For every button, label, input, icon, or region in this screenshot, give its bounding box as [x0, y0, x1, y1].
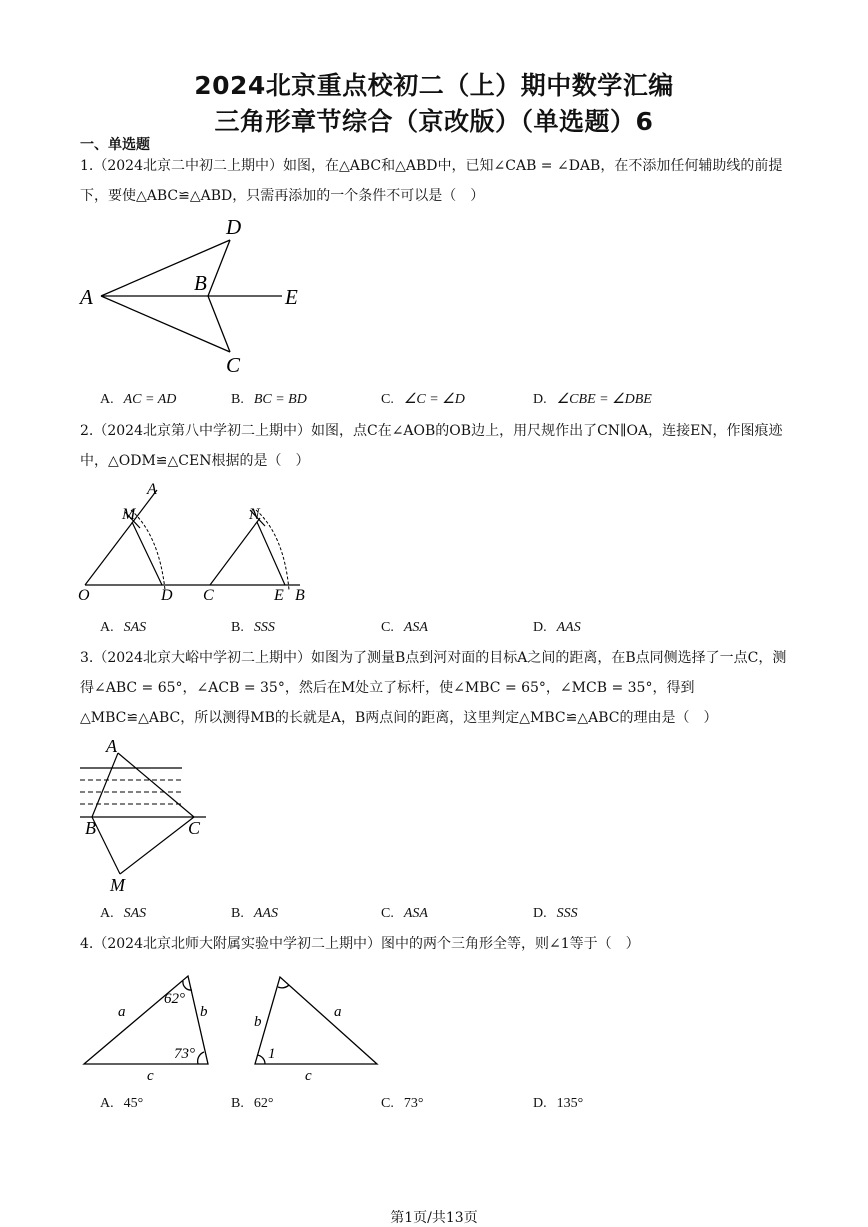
q3-option-c[interactable]: C. ASA [381, 906, 428, 921]
q2-label-d: D [161, 587, 173, 604]
page-title-line1: 2024北京重点校初二（上）期中数学汇编 [194, 71, 674, 100]
q4-option-c[interactable]: C. 73° [381, 1096, 424, 1111]
question-4-figure [80, 968, 385, 1088]
question-4-text: 4.（2024北京北师大附属实验中学初二上期中）图中的两个三角形全等，则∠1等于（ ） [80, 936, 640, 952]
q1-option-c[interactable]: C. ∠C = ∠D [381, 392, 465, 407]
q4-label-c2: c [305, 1068, 312, 1084]
page-title-line2: 三角形章节综合（京改版）（单选题）6 [214, 107, 654, 136]
q3-option-a[interactable]: A. SAS [100, 906, 147, 921]
question-2-text: 2.（2024北京第八中学初二上期中）如图，点C在∠AOB的OB边上，用尺规作出了CN∥OA，连接EN，作图痕迹中，△ODM≌△CEN根据的是（ ） [80, 423, 783, 469]
q1-label-c: C [226, 353, 241, 377]
q4-label-1: 1 [268, 1046, 276, 1062]
question-1-figure [70, 212, 320, 377]
q1-option-b[interactable]: B. BC = BD [231, 392, 307, 407]
q1-label-d: D [226, 215, 242, 239]
q4-label-b1: b [200, 1004, 208, 1020]
q4-label-62: 62° [164, 991, 185, 1007]
q2-label-b: B [295, 587, 305, 604]
q2-option-c[interactable]: C. ASA [381, 620, 428, 635]
q1-label-b: B [194, 271, 207, 295]
q2-label-m: M [122, 506, 136, 523]
q4-label-c1: c [147, 1068, 154, 1084]
q3-label-a: A [106, 736, 117, 756]
q3-option-b[interactable]: B. AAS [231, 906, 278, 921]
q4-option-d[interactable]: D. 135° [533, 1096, 584, 1111]
q4-label-b2: b [254, 1014, 262, 1030]
q3-option-d[interactable]: D. SSS [533, 906, 578, 921]
q1-label-a: A [80, 285, 93, 309]
q3-label-m: M [110, 875, 125, 895]
q4-label-a1: a [118, 1004, 126, 1020]
q3-label-c: C [188, 818, 201, 838]
question-2-figure [75, 480, 320, 605]
q2-label-c: C [203, 587, 214, 604]
q4-label-73: 73° [174, 1046, 195, 1062]
q2-option-d[interactable]: D. AAS [533, 620, 581, 635]
q4-option-b[interactable]: B. 62° [231, 1096, 274, 1111]
q2-label-e: E [274, 587, 284, 604]
page-footer: 第1页/共13页 [390, 1210, 478, 1226]
q2-label-n: N [249, 506, 260, 523]
question-3-text: 3.（2024北京大峪中学初二上期中）如图为了测量B点到河对面的目标A之间的距离，在B点同侧选择了一点C，测得∠ABC = 65°，∠ACB = 35°，然后在M处立了标杆，使∠MBC = 65°，∠MCB = 35°，得到△MBC≌△ABC，所以测得MB的长就是A，B两点间的距离，这里判定△MBC≌△ABC的理由是（ ） [80, 650, 787, 726]
q4-option-a[interactable]: A. 45° [100, 1096, 144, 1111]
q2-option-a[interactable]: A. SAS [100, 620, 147, 635]
question-1-text: 1.（2024北京二中初二上期中）如图，在△ABC和△ABD中，已知∠CAB = ∠DAB，在不添加任何辅助线的前提下，要使△ABC≌△ABD，只需再添加的一个条件不可以是（ ） [80, 158, 783, 204]
q1-label-e: E [285, 285, 298, 309]
q4-label-a2: a [334, 1004, 342, 1020]
section-title: 一、单选题 [80, 137, 150, 153]
q2-label-o: O [78, 587, 90, 604]
q2-label-a: A [147, 481, 157, 498]
question-3-figure [78, 738, 218, 898]
q2-option-b[interactable]: B. SSS [231, 620, 275, 635]
q1-option-d[interactable]: D. ∠CBE = ∠DBE [533, 392, 652, 407]
q3-label-b: B [85, 818, 96, 838]
q1-option-a[interactable]: A. AC = AD [100, 392, 177, 407]
